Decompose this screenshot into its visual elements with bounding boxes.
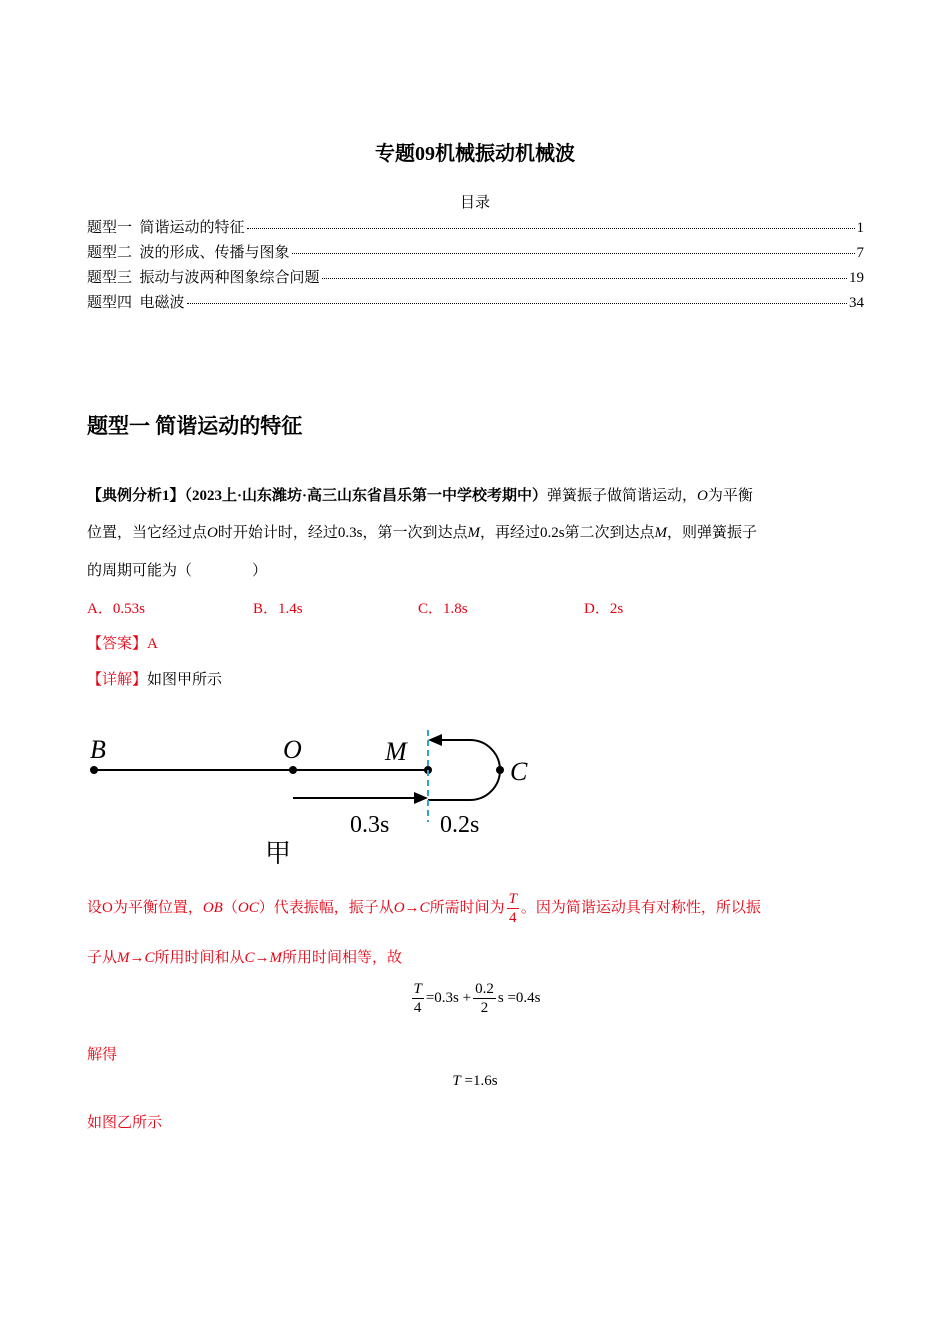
question-text: 位置，当它经过点 [87, 525, 208, 541]
figure-jia [80, 720, 550, 880]
var-m: M [654, 525, 668, 541]
label-m: M [385, 737, 407, 766]
option-d[interactable]: D．2s [584, 601, 624, 617]
explain-text: ）代表振幅，振子从 [258, 900, 394, 916]
path-c-m: C→M [244, 950, 283, 966]
detail-text: 如图甲所示 [147, 672, 223, 688]
label-b: B [90, 735, 106, 764]
question-line-1 [87, 478, 867, 515]
option-b[interactable]: B．1.4s [253, 601, 303, 617]
fraction-t-4 [412, 980, 424, 1017]
answer-line [87, 632, 158, 653]
eq-text: =0.3s + [425, 989, 472, 1006]
example-tag: 【典例分析1】 [87, 488, 185, 504]
label-c: C [510, 757, 528, 786]
question-text: ，再经过0.2s第二次到达点 [479, 525, 655, 541]
eq-text: =1.6s [460, 1073, 498, 1089]
question-line-3: 的周期可能为（ ） [87, 563, 268, 579]
toc-heading: 目录 [459, 195, 490, 211]
frac-den: 4 [413, 1000, 422, 1016]
toc-entry[interactable] [87, 291, 864, 312]
toc-label: 题型二 波的形成、传播与图象 [87, 245, 290, 261]
option-a[interactable]: A．0.53s [87, 601, 145, 617]
toc-leader [187, 303, 847, 304]
question-text: ，则弹簧振子 [667, 525, 758, 541]
toc-leader [322, 278, 847, 279]
page-title: 专题09机械振动机械波 [375, 143, 575, 165]
toc-entry[interactable] [87, 266, 864, 287]
point-o [289, 766, 297, 774]
explain-text: 所用时间和从 [154, 950, 245, 966]
example-source: （2023上·山东潍坊·高三山东省昌乐第一中学校考期中） [184, 488, 548, 504]
answer-value: A [147, 636, 158, 652]
next-figure-line: 如图乙所示 [87, 1115, 163, 1131]
section-heading: 题型一 简谐运动的特征 [87, 414, 303, 438]
time-label-1: 0.3s [350, 812, 390, 838]
return-arrowhead [428, 734, 442, 746]
var-t: T [452, 1073, 461, 1089]
frac-den: 2 [480, 1000, 489, 1016]
var-o: O [207, 525, 218, 541]
frac-num: T [413, 981, 422, 997]
frac-num: 0.2 [475, 981, 494, 997]
toc-page: 1 [856, 220, 864, 236]
toc-page: 7 [856, 245, 864, 261]
toc-entry[interactable] [87, 216, 864, 237]
toc-leader [292, 253, 855, 254]
explain-text: 子从 [87, 950, 118, 966]
explain-line-1 [87, 886, 867, 930]
toc-leader [247, 228, 855, 229]
var-m: M [467, 525, 480, 541]
answer-tag: 【答案】 [87, 636, 148, 652]
question-text: 时开始计时，经过0.3s，第一次到达点 [217, 525, 468, 541]
forward-arrowhead [414, 792, 428, 804]
eq-text: s =0.4s [497, 989, 541, 1006]
question-text: 为平衡 [707, 488, 753, 504]
var-o: O [697, 488, 708, 504]
figure-caption: 甲 [265, 839, 292, 868]
equation-1 [0, 980, 950, 1017]
path-m-c: M→C [117, 950, 155, 966]
var-ob: OB [202, 900, 223, 916]
toc-entry[interactable] [87, 241, 864, 262]
path-o-c: O→C [393, 900, 430, 916]
explain-text: （ [222, 900, 238, 916]
toc-label: 题型四 电磁波 [87, 295, 185, 311]
fraction-02-2 [473, 980, 496, 1017]
frac-num: T [508, 891, 517, 908]
toc-page: 19 [849, 270, 864, 286]
toc-label: 题型一 简谐运动的特征 [87, 220, 245, 236]
return-arc [428, 740, 500, 800]
fraction-t-4 [507, 890, 519, 927]
toc-page: 34 [849, 295, 864, 311]
explain-line-2 [87, 943, 867, 973]
solve-label: 解得 [87, 1047, 118, 1063]
var-oc: OC [237, 900, 259, 916]
label-o: O [283, 735, 302, 764]
explain-text: 。因为简谐运动具有对称性，所以振 [520, 900, 761, 916]
frac-den: 4 [509, 910, 517, 927]
arc-guide [428, 740, 500, 800]
explain-text: 所需时间为 [429, 900, 505, 916]
explain-text: 设O为平衡位置， [87, 900, 203, 916]
time-label-2: 0.2s [440, 812, 480, 838]
detail-tag: 【详解】 [87, 672, 148, 688]
question-line-2 [87, 515, 867, 552]
explain-text: 所用时间相等，故 [282, 950, 403, 966]
question-text: 弹簧振子做简谐运动， [547, 488, 698, 504]
point-b [90, 766, 98, 774]
equation-2 [0, 1073, 950, 1090]
option-c[interactable]: C．1.8s [418, 601, 468, 617]
detail-line [87, 668, 222, 689]
toc-label: 题型三 振动与波两种图象综合问题 [87, 270, 320, 286]
